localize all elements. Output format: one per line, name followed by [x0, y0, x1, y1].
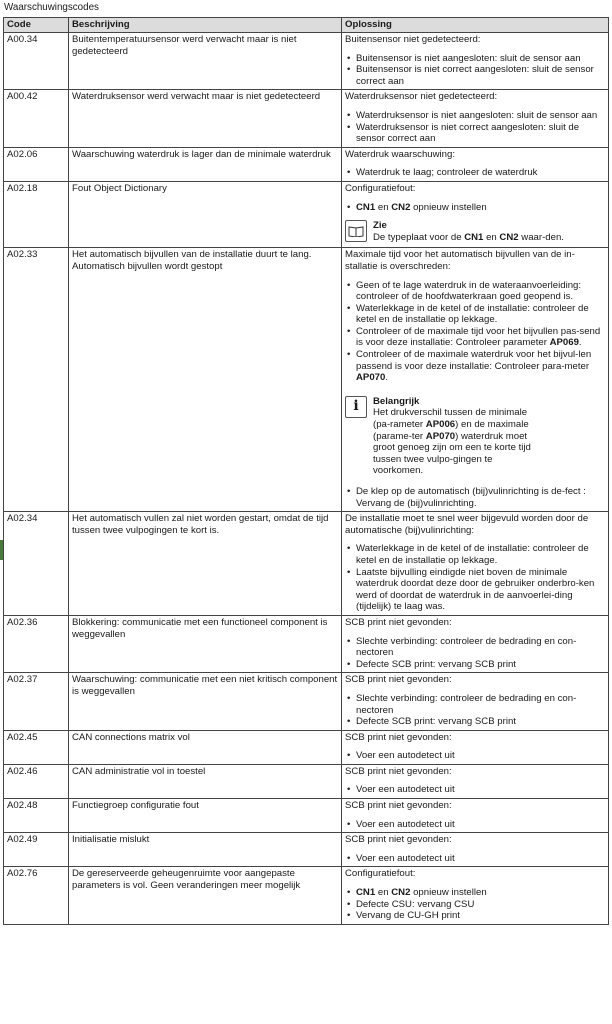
solution-cell	[342, 730, 609, 764]
solution-list	[345, 750, 605, 762]
code-cell: A02.46	[4, 764, 69, 798]
list-item: • Vervang de CU-GH print	[345, 910, 605, 922]
list-item: • Controleer of de maximale waterdruk voor het bijvul-len passend is voor deze installatie: Controleer para-meter AP070.	[345, 349, 605, 384]
solution-intro: SCB print niet gevonden:	[345, 731, 452, 743]
code-cell: A02.76	[4, 867, 69, 924]
description-cell: CAN connections matrix vol	[69, 730, 342, 764]
solution-intro: Buitensensor niet gedetecteerd:	[345, 34, 481, 45]
code-cell: A02.48	[4, 799, 69, 833]
code-cell: A00.42	[4, 90, 69, 147]
header-code: Code	[4, 18, 69, 33]
solution-list	[345, 693, 605, 728]
list-item: • Buitensensor is niet correct aangesloten: sluit de sensor correct aan	[345, 64, 605, 87]
solution-cell	[342, 90, 609, 147]
table-row	[4, 764, 609, 798]
solution-list	[345, 110, 605, 145]
solution-list	[345, 202, 605, 214]
description-cell: Initialisatie mislukt	[69, 833, 342, 867]
important-note	[345, 396, 605, 477]
table-row	[4, 512, 609, 616]
solution-cell	[342, 248, 609, 512]
description-cell: Het automatisch vullen zal niet worden gestart, omdat de tijd tussen twee vulpogingen te kort is.	[69, 512, 342, 616]
solution-cell	[342, 181, 609, 247]
solution-cell	[342, 867, 609, 924]
list-item: • CN1 en CN2 opnieuw instellen	[345, 202, 605, 214]
code-cell: A02.49	[4, 833, 69, 867]
solution-intro: Waterdruk waarschuwing:	[345, 148, 456, 160]
description-cell: Waarschuwing: communicatie met een niet kritisch component is weggevallen	[69, 673, 342, 730]
table-row	[4, 248, 609, 512]
description-cell: Blokkering: communicatie met een functioneel component is weggevallen	[69, 615, 342, 672]
solution-list	[345, 280, 605, 384]
code-cell: A00.34	[4, 33, 69, 90]
list-item: • Waterdruk te laag; controleer de waterdruk	[345, 167, 605, 179]
description-cell: Waarschuwing waterdruk is lager dan de minimale waterdruk	[69, 147, 342, 181]
solution-cell	[342, 615, 609, 672]
table-header-row	[4, 18, 609, 33]
solution-list	[345, 636, 605, 671]
book-icon	[345, 220, 367, 242]
solution-cell	[342, 833, 609, 867]
solution-cell	[342, 673, 609, 730]
solution-cell	[342, 764, 609, 798]
see-note	[345, 220, 605, 243]
code-cell: A02.37	[4, 673, 69, 730]
list-item: • Voer een autodetect uit	[345, 853, 605, 865]
warning-codes-table	[3, 17, 609, 925]
solution-cell	[342, 512, 609, 616]
list-item: • Waterlekkage in de ketel of de installatie: controleer de ketel en de installatie op lekkage.	[345, 543, 605, 566]
solution-intro: Maximale tijd voor het automatisch bijvullen van de in-stallatie is overschreden:	[345, 249, 575, 272]
solution-intro: De installatie moet te snel weer bijgevuld worden door de automatische (bij)vulinrichting:	[345, 513, 589, 536]
code-cell: A02.06	[4, 147, 69, 181]
note-text: Het drukverschil tussen de minimale (pa-rameter AP006) en de maximale (parame-ter AP070) waterdruk moet groot genoeg zijn om een te korte tijd tussen twee vulpo-gingen te voorkomen.	[373, 407, 531, 477]
list-item: • Buitensensor is niet aangesloten: sluit de sensor aan	[345, 53, 605, 65]
code-cell: A02.36	[4, 615, 69, 672]
solution-intro: Configuratiefout:	[345, 182, 416, 194]
solution-list	[345, 887, 605, 922]
table-row	[4, 90, 609, 147]
table-row	[4, 867, 609, 924]
solution-cell	[342, 33, 609, 90]
list-item: • CN1 en CN2 opnieuw instellen	[345, 887, 605, 899]
note-title: Zie	[373, 220, 387, 232]
code-cell: A02.34	[4, 512, 69, 616]
solution-intro: SCB print niet gevonden:	[345, 674, 452, 686]
list-item: • Geen of te lage waterdruk in de wateraanvoerleiding: controleer of de hoofdwaterkraan goed geopend is.	[345, 280, 605, 303]
list-item: • De klep op de automatisch (bij)vulinrichting is de-fect : Vervang de (bij)vulinrichting.	[345, 486, 605, 509]
list-item: • Waterlekkage in de ketel of de installatie: controleer de ketel en de installatie op lekkage.	[345, 303, 605, 326]
table-row	[4, 615, 609, 672]
table-row	[4, 833, 609, 867]
solution-intro: Waterdruksensor niet gedetecteerd:	[345, 91, 498, 103]
list-item: • Defecte SCB print: vervang SCB print	[345, 659, 605, 671]
description-cell: CAN administratie vol in toestel	[69, 764, 342, 798]
description-cell: Fout Object Dictionary	[69, 181, 342, 247]
table-row	[4, 181, 609, 247]
solution-intro: SCB print niet gevonden:	[345, 800, 452, 812]
code-cell: A02.18	[4, 181, 69, 247]
list-item: • Controleer of de maximale tijd voor het bijvullen pas-send is voor deze installatie: Controleer parameter AP069.	[345, 326, 605, 349]
table-row	[4, 673, 609, 730]
description-cell: Waterdruksensor werd verwacht maar is niet gedetecteerd	[69, 90, 342, 147]
list-item: • Slechte verbinding: controleer de bedrading en con-nectoren	[345, 636, 605, 659]
solution-intro: SCB print niet gevonden:	[345, 834, 452, 846]
table-row	[4, 33, 609, 90]
solution-list	[345, 784, 605, 796]
solution-list	[345, 853, 605, 865]
description-cell: Het automatisch bijvullen van de installatie duurt te lang. Automatisch bijvullen wordt gestopt	[69, 248, 342, 512]
list-item: • Voer een autodetect uit	[345, 784, 605, 796]
description-cell: Functiegroep configuratie fout	[69, 799, 342, 833]
solution-cell	[342, 799, 609, 833]
table-row	[4, 799, 609, 833]
header-solution: Oplossing	[342, 18, 609, 33]
header-description: Beschrijving	[69, 18, 342, 33]
list-item: • Waterdruksensor is niet correct aangesloten: sluit de sensor correct aan	[345, 122, 605, 145]
solution-intro: SCB print niet gevonden:	[345, 616, 452, 628]
solution-list	[345, 53, 605, 88]
solution-list	[345, 167, 605, 179]
list-item: • Slechte verbinding: controleer de bedrading en con-nectoren	[345, 693, 605, 716]
description-cell: Buitentemperatuursensor werd verwacht maar is niet gedetecteerd	[69, 33, 342, 90]
info-icon: i	[345, 396, 367, 418]
note-title: Belangrijk	[373, 395, 420, 407]
table-row	[4, 147, 609, 181]
list-item: • Voer een autodetect uit	[345, 819, 605, 831]
solution-list	[345, 486, 605, 509]
solution-intro: Configuratiefout:	[345, 868, 416, 880]
solution-list	[345, 543, 605, 613]
list-item: • Voer een autodetect uit	[345, 750, 605, 762]
list-item: • Defecte CSU: vervang CSU	[345, 899, 605, 911]
solution-cell	[342, 147, 609, 181]
solution-list	[345, 819, 605, 831]
description-cell: De gereserveerde geheugenruimte voor aangepaste parameters is vol. Geen veranderingen meer mogelijk	[69, 867, 342, 924]
list-item: • Waterdruksensor is niet aangesloten: sluit de sensor aan	[345, 110, 605, 122]
table-caption: Waarschuwingscodes	[4, 2, 99, 13]
list-item: • Laatste bijvulling eindigde niet boven de minimale waterdruk doordat deze door de gebruiker onderbro-ken werd of doordat de waterdruk in de aanvoerlei-ding (tijdelijk) te laag was.	[345, 567, 605, 613]
code-cell: A02.33	[4, 248, 69, 512]
solution-intro: SCB print niet gevonden:	[345, 765, 452, 777]
table-row	[4, 730, 609, 764]
note-text: De typeplaat voor de CN1 en CN2 waar-den.	[373, 231, 564, 243]
list-item: • Defecte SCB print: vervang SCB print	[345, 716, 605, 728]
code-cell: A02.45	[4, 730, 69, 764]
